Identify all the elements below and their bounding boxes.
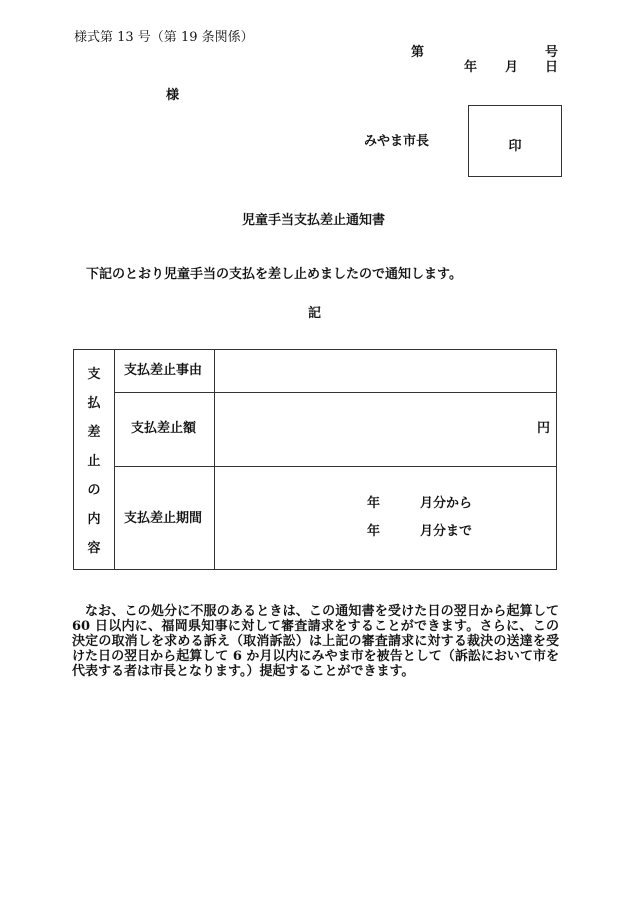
issuer-name: みやま市長 [364,134,430,149]
intro-text: 下記のとおり児童手当の支払を差し止めましたので通知します。 [86,267,462,282]
side-label-char: 払 [87,396,101,411]
ki-label: 記 [308,306,322,321]
side-label-char: の [87,483,101,498]
doc-number-suffix: 号 [545,45,559,60]
period-to-month: 月分まで [420,524,473,539]
doc-number-prefix: 第 [411,45,425,60]
table-row-divider-2 [114,466,556,467]
recipient-honorific: 様 [166,88,180,103]
amount-unit: 円 [537,421,551,436]
date-month: 月 [505,60,519,75]
seal-label: 印 [508,139,522,154]
period-to-year: 年 [367,524,381,539]
side-label-char: 容 [87,541,101,556]
reason-label: 支払差止事由 [124,363,203,378]
date-year: 年 [464,60,478,75]
table-border-top [73,349,557,350]
period-label: 支払差止期間 [124,511,203,526]
period-from-month: 月分から [420,496,473,511]
side-label-char: 内 [87,512,101,527]
side-label-char: 止 [87,454,101,469]
table-divider-label [214,349,215,569]
period-from-year: 年 [367,496,381,511]
table-border-bottom [73,569,557,570]
table-border-right [556,349,557,569]
date-day: 日 [545,60,559,75]
side-label-char: 差 [87,425,101,440]
amount-label: 支払差止額 [131,421,197,436]
document-title: 児童手当支払差止通知書 [242,213,386,228]
table-row-divider-1 [114,392,556,393]
form-label: 様式第 13 号（第 19 条関係） [74,30,254,45]
side-label-char: 支 [87,367,101,382]
seal-box [468,105,562,177]
appeal-note: なお、この処分に不服のあるときは、この通知書を受けた日の翌日から起算して 60 日以内に、福岡県知事に対して審査請求をすることができます。さらに、この決定の取消しを求める訴え（取消訴訟）は上記の審査請求に対する裁決の送達を受けた日の翌日から起算して 6 か月以内にみやま市を被告として（訴訟において市を代表する者は市長となります。）提起することができます。 [72,604,559,679]
